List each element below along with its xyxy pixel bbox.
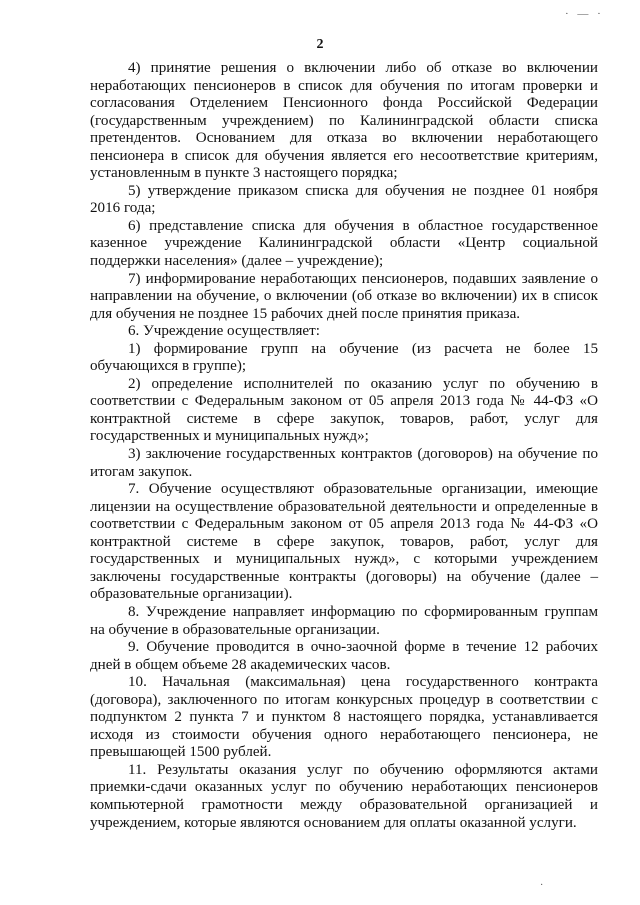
scan-mark-bottom: · bbox=[540, 880, 544, 891]
paragraph-section-11: 11. Результаты оказания услуг по обучению оформляются актами приемки-сдачи оказанных услуг по обучению неработающих пенсионеров компьютерной грамотности между образовательной организацией и учреждением, которые являются основанием для оплаты оказанной услуги. bbox=[90, 761, 598, 831]
paragraph-section-6-item-3: 3) заключение государственных контрактов (договоров) на обучение по итогам закупок. bbox=[90, 446, 598, 480]
page-number: 2 bbox=[316, 37, 324, 52]
paragraph-section-8: 8. Учреждение направляет информацию по сформированным группам на обучение в образовательные организации. bbox=[90, 603, 598, 638]
paragraph-item-7: 7) информирование неработающих пенсионеров, подавших заявление о направлении на обучение, о включении (об отказе во включении) их в список для обучения не позднее 15 рабочих дней после принятия приказа. bbox=[90, 270, 598, 322]
paragraph-section-6-item-1: 1) формирование групп на обучение (из расчета не более 15 обучающихся в группе); bbox=[90, 340, 598, 375]
paragraph-section-6: 6. Учреждение осуществляет: bbox=[128, 323, 320, 340]
paragraph-item-6: 6) представление списка для обучения в областное государственное казенное учреждение Калининградской области «Центр социальной поддержки населения» (далее – учреждение); bbox=[90, 217, 598, 270]
paragraph-section-6-item-2: 2) определение исполнителей по оказанию услуг по обучению в соответствии с Федеральным законом от 05 апреля 2013 года № 44-ФЗ «О контрактной системе в сфере закупок, товаров, работ, услуг для государственных и муниципальных нужд»; bbox=[90, 375, 598, 445]
paragraph-section-7: 7. Обучение осуществляют образовательные организации, имеющие лицензии на осуществление образовательной деятельности и определенные в соответствии с Федеральным законом от 05 апреля 2013 года № 44-ФЗ «О контрактной системе в сфере закупок, товаров, работ, услуг для государственных и муниципальных нужд», с которыми учреждением заключены государственные контракты (договоры) на обучение (далее – образовательные организации). bbox=[90, 481, 598, 603]
document-body bbox=[90, 60, 598, 832]
paragraph-section-9: 9. Обучение проводится в очно-заочной форме в течение 12 рабочих дней в общем объеме 28 академических часов. bbox=[90, 639, 598, 673]
paragraph-section-10: 10. Начальная (максимальная) цена государственного контракта (договора), заключенного по итогам конкурсных процедур в соответствии с подпунктом 2 пункта 7 и пунктом 8 настоящего порядка, устанавливается исходя из стоимости обучения одного неработающего пенсионера, не превышающей 1500 рублей. bbox=[90, 674, 598, 761]
scan-mark-top: · — · bbox=[565, 8, 604, 20]
paragraph-item-5: 5) утверждение приказом списка для обучения не позднее 01 ноября 2016 года; bbox=[90, 182, 598, 217]
paragraph-item-4: 4) принятие решения о включении либо об отказе во включении неработающих пенсионеров в список для обучения по итогам проверки и согласования Отделением Пенсионного фонда Российской Федерации (государственным учреждением) по Калининградской области списка претендентов. Основанием для отказа во включении неработающего пенсионера в список для обучения является его несоответствие критериям, установленным в пункте 3 настоящего порядка; bbox=[90, 60, 598, 182]
